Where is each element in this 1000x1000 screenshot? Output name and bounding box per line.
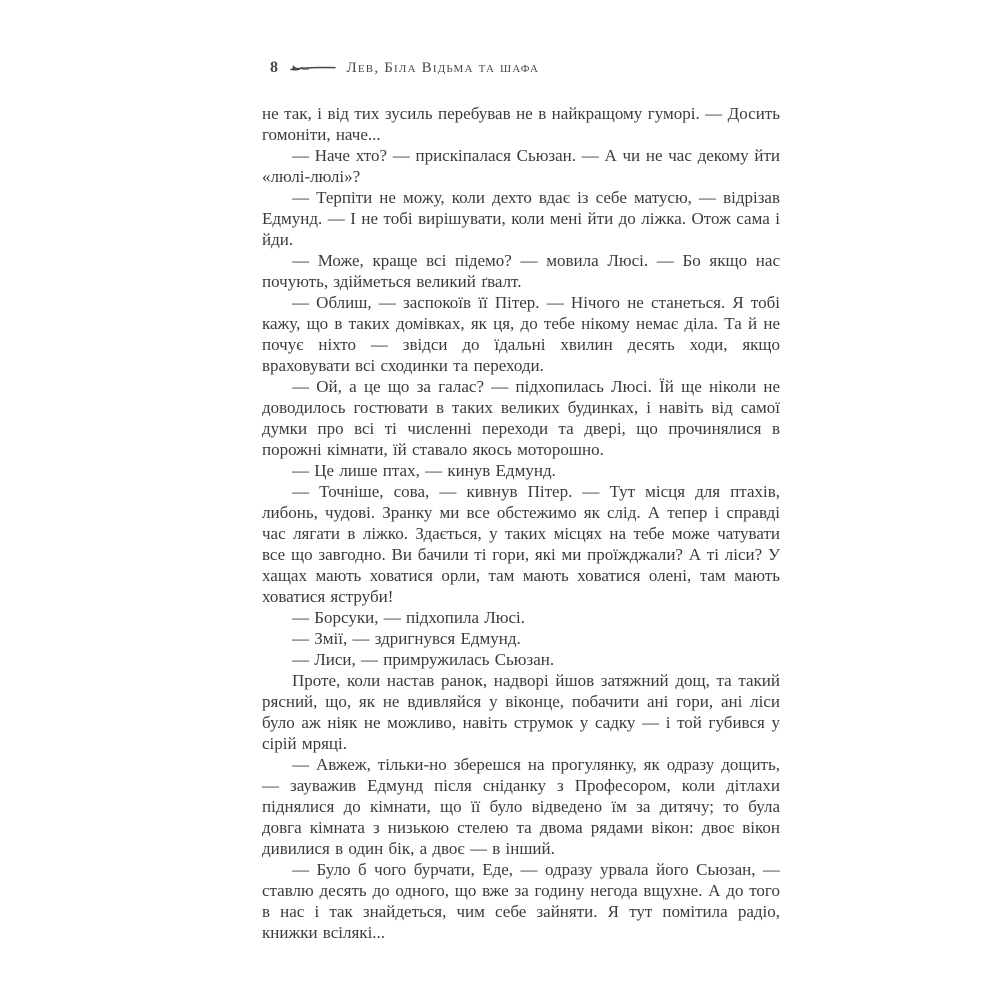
- running-header: [270, 59, 539, 77]
- paragraph: Проте, коли настав ранок, надворі йшов затяжний дощ, та такий рясний, що, як не вдивляйся у віконце, побачити ані гори, ані ліси було аж ніяк не можливо, навіть струмок у садку — і той губився у сірій мряці.: [262, 671, 780, 753]
- paragraph: — Ой, а це що за галас? — підхопилась Люсі. Їй ще ніколи не доводилось гостювати в таких великих будинках, і навіть від самої думки про всі ті численні переходи та двері, що прочинялися в порожні кімнати, їй ставало якось моторошно.: [262, 377, 780, 459]
- paragraph: — Авжеж, тільки-но зберешся на прогулянку, як одразу дощить, — зауважив Едмунд після сніданку з Професором, коли дітлахи піднялися до кімнати, що її було відведено їм за дитячу; то була довга кімната з низькою стелею та двома рядами вікон: двоє вікон дивилися в один бік, а двоє — в інший.: [262, 755, 780, 858]
- paragraph: — Наче хто? — прискіпалася Сьюзан. — А чи не час декому йти «люлі-люлі»?: [262, 146, 780, 186]
- paragraph: — Було б чого бурчати, Еде, — одразу урвала його Сьюзан, — ставлю десять до одного, що вже за годину негода вщухне. А до того в нас і так знайдеться, чим себе зайняти. Я тут помітила радіо, книжки всілякі...: [262, 860, 780, 942]
- paragraph: — Точніше, сова, — кивнув Пітер. — Тут місця для птахів, либонь, чудові. Зранку ми все обстежимо як слід. А тепер і справді час лягати в ліжко. Здається, у таких місцях на тебе може чатувати все що завгодно. Ви бачили ті гори, які ми проїжджали? А ті ліси? У хащах мають ховатися орли, там мають ховатися олені, там мають ховатися яструби!: [262, 482, 780, 606]
- text-block: [262, 103, 780, 943]
- paragraph: — Змії, — здригнувся Едмунд.: [292, 629, 521, 648]
- paragraph: — Може, краще всі підемо? — мовила Люсі. — Бо якщо нас почують, здійметься великий ґвалт.: [262, 251, 780, 291]
- swallow-dash-icon: [290, 62, 336, 74]
- paragraph: — Борсуки, — підхопила Люсі.: [292, 608, 525, 627]
- paragraph: — Терпіти не можу, коли дехто вдає із себе матусю, — відрізав Едмунд. — І не тобі вирішувати, коли мені йти до ліжка. Отож сама і йди.: [262, 188, 780, 249]
- paragraph: не так, і від тих зусиль перебував не в найкращому гуморі. — Досить гомоніти, наче...: [262, 104, 780, 144]
- paragraph: — Це лише птах, — кинув Едмунд.: [292, 461, 556, 480]
- running-title: Лев, Біла Відьма та шафа: [346, 59, 540, 76]
- page-number: 8: [270, 59, 279, 76]
- paragraph: — Лиси, — примружилась Сьюзан.: [292, 650, 555, 669]
- paragraph: — Облиш, — заспокоїв її Пітер. — Нічого не станеться. Я тобі кажу, що в таких домівках, як ця, до тебе нікому немає діла. Та й не почує ніхто — звідси до їдальні хвилин десять ходи, якщо враховувати всі сходинки та переходи.: [262, 293, 780, 375]
